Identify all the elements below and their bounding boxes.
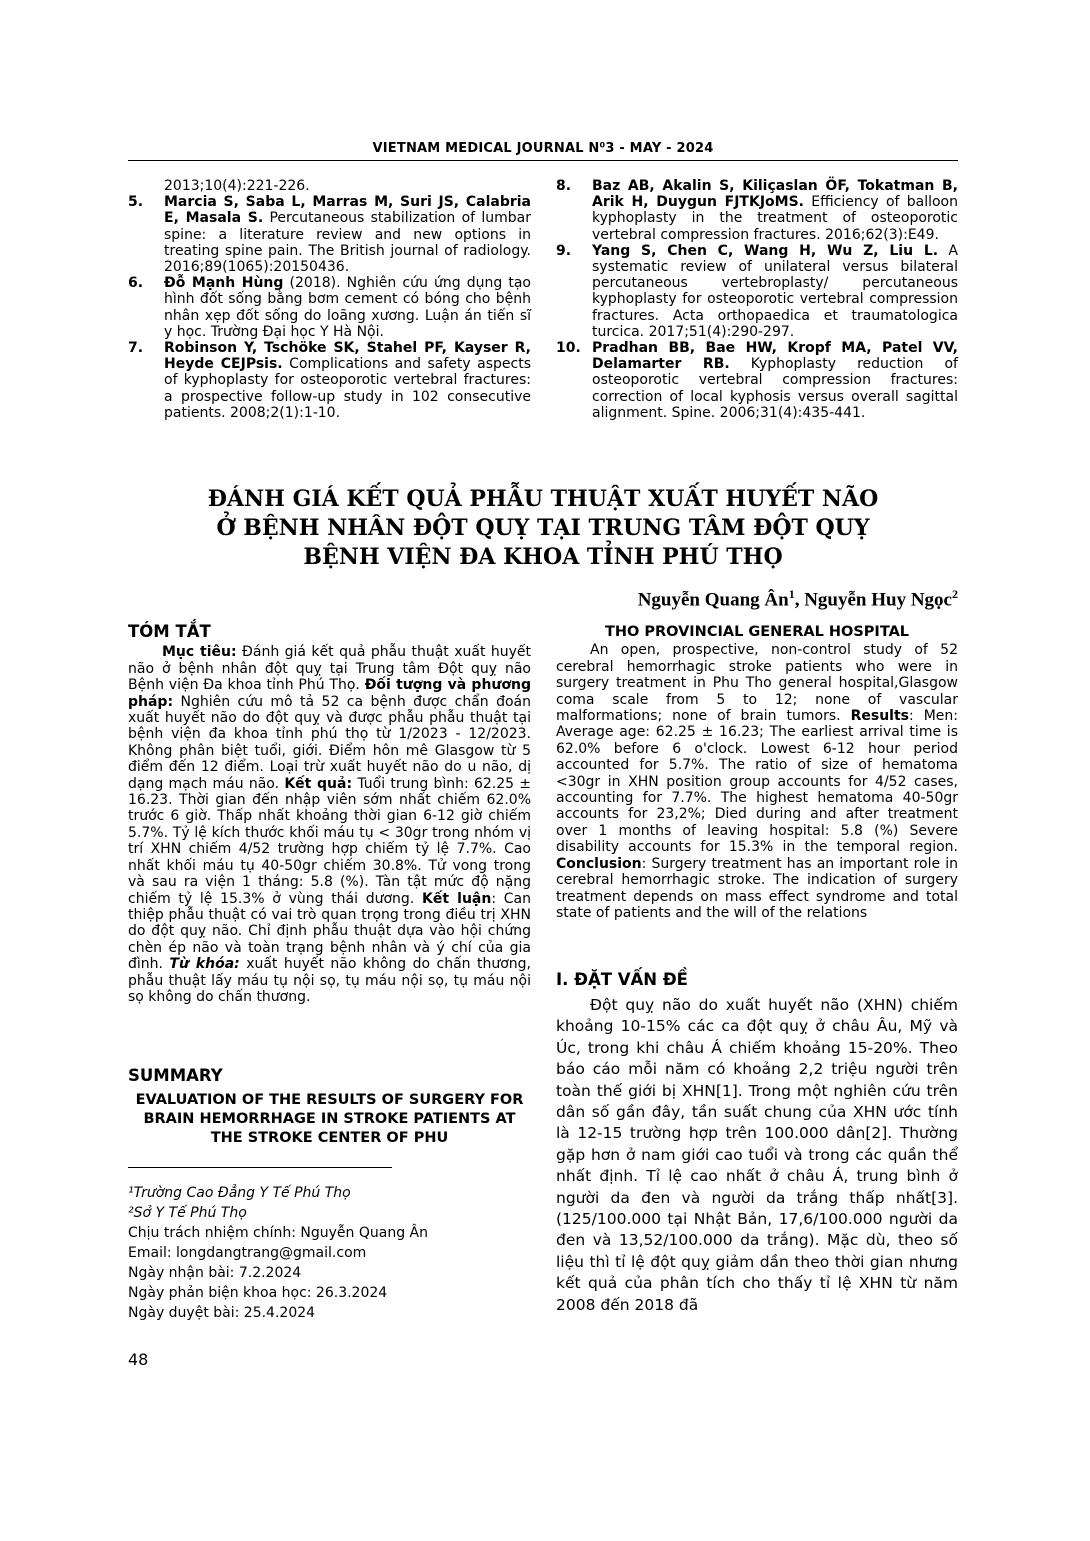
- footnote-rule: [128, 1167, 392, 1168]
- date-received: Ngày nhận bài: 7.2.2024: [128, 1265, 302, 1281]
- reference-number: 6.: [128, 275, 144, 292]
- title-line: ĐÁNH GIÁ KẾT QUẢ PHẪU THUẬT XUẤT HUYẾT NÃO: [207, 486, 879, 512]
- author-name: Nguyễn Quang Ân: [637, 589, 789, 611]
- references-left: [128, 178, 531, 421]
- author-affiliation-marker: 2: [952, 587, 958, 601]
- reference-number: 9.: [556, 242, 572, 259]
- author-separator: ,: [794, 589, 805, 611]
- summary-heading: SUMMARY: [128, 1066, 223, 1085]
- introduction-heading: I. ĐẶT VẤN ĐỀ: [556, 970, 688, 989]
- reference-number: 10.: [556, 340, 581, 357]
- reference-number: 7.: [128, 340, 144, 357]
- footnotes: [128, 1183, 531, 1323]
- reference-text: Đỗ Mạnh Hùng (2018). Nghiên cứu ứng dụng tạo hình đốt sống bằng bơm cement có bóng cho bệnh nhân xẹp đốt sống do loãng xương. Luận án tiến sĩ y học. Trường Đại học Y Hà Nội.: [164, 275, 531, 340]
- responsible-author: Chịu trách nhiệm chính: Nguyễn Quang Ân: [128, 1225, 429, 1241]
- article-title: [128, 485, 958, 572]
- reference-text: Marcia S, Saba L, Marras M, Suri JS, Calabria E, Masala S. Percutaneous stabilization of lumbar spine: a literature review and new options in treating spine pain. The British journal of radiology. 2016;89(1065):20150436.: [164, 194, 531, 276]
- authors: [638, 587, 958, 611]
- reference-text: Yang S, Chen C, Wang H, Wu Z, Liu L. A systematic review of unilateral versus bilateral percutaneous vertebroplasty/ percutaneous kyphoplasty for osteoporotic vertebral compression fractures. Acta orthopaedica et traumatologica turcica. 2017;51(4):290-297.: [592, 242, 958, 340]
- english-title-continued: THO PROVINCIAL GENERAL HOSPITAL: [604, 624, 910, 640]
- abstract-vietnamese: [128, 624, 531, 1005]
- introduction-text: [556, 995, 958, 1316]
- author-name: Nguyễn Huy Ngọc: [804, 589, 952, 611]
- reference-item: [128, 178, 531, 194]
- page-number: 48: [128, 1350, 149, 1369]
- header-rule: [128, 160, 958, 161]
- reference-item: [556, 178, 958, 243]
- abstract-text: Mục tiêu: Đánh giá kết quả phẫu thuật xuất huyết não ở bệnh nhân đột quỵ tại Trung tâm Đột quỵ não Bệnh viện Đa khoa tỉnh Phú Thọ. Đối tượng và phương pháp: Nghiên cứu mô tả 52 ca bệnh được chẩn đoán xuất huyết não do đột quỵ và được phẫu phẫu thuật tại bệnh viện đa khoa tỉnh phú thọ từ 1/2023 - 12/2023. Không phân biệt tuổi, giới. Điểm hôn mê Glasgow từ 5 điểm đến 12 điểm. Loại trừ xuất huyết não do u não, dị dạng mạch máu não. Kết quả: Tuổi trung bình: 62.25 ± 16.23. Thời gian đến nhập viên sớm nhất chiếm 62.0% trước 6 giờ. Thấp nhất khoảng thời gian 6-12 giờ chiếm 5.7%. Tỷ lệ kích thước khối máu tụ < 30gr trong nhóm vị trí XHN chiếm 4/52 trường hợp chiếm tỷ lệ 7.7%. Cao nhất khối máu tụ 40-50gr chiếm 30.8%. Tử vong trong và sau ra viện 1 tháng: 5.8 (%). Tàn tật mức độ nặng chiếm tỷ lệ 15.3% ở vùng thái dương. Kết luận: Can thiệp phẫu thuật có vai trò quan trọng trong điều trị XHN do đột quỵ não. Chỉ định phẫu thuật dựa vào hội chứng chèn ép não và toàn trạng bệnh nhân và ý chí của gia đình. Từ khóa: xuất huyết não không do chấn thương, phẫu thuật lấy máu tụ nội sọ, tụ máu nội sọ, tụ máu nội sọ không do chấn thương.: [128, 644, 532, 1005]
- reference-item: [128, 194, 531, 275]
- reference-number: 5.: [128, 194, 144, 211]
- affiliation: ²Sở Y Tế Phú Thọ: [128, 1205, 247, 1221]
- reference-text: 2013;10(4):221-226.: [164, 178, 310, 194]
- reference-item: [128, 340, 531, 421]
- reference-text: Pradhan BB, Bae HW, Kropf MA, Patel VV, Delamarter RB. Kyphoplasty reduction of osteoporotic vertebral compression fractures: correction of local kyphosis versus overall sagittal alignment. Spine. 2006;31(4):435-441.: [592, 340, 958, 421]
- journal-header: VIETNAM MEDICAL JOURNAL N⁰3 - MAY - 2024: [372, 141, 714, 156]
- affiliation: ¹Trường Cao Đẳng Y Tế Phú Thọ: [128, 1185, 351, 1201]
- reference-item: [556, 243, 958, 340]
- introduction-paragraph: Đột quỵ não do xuất huyết não (XHN) chiếm khoảng 10-15% các ca đột quỵ ở châu Âu, Mỹ và Úc, trong khi châu Á chiếm khoảng 15-20%. Theo báo cáo mỗi năm có khoảng 2,2 triệu người trên toàn thế giới bị XHN[1]. Trong một nghiên cứu trên dân số gần đây, tần suất chung của XHN ước tính là 12-15 trường hợp trên 100.000 dân[2]. Thường gặp hơn ở nam giới cao tuổi và trong các quần thể nhất định. Tỉ lệ cao nhất ở châu Á, trung bình ở người da đen và người da trắng thấp nhất[3]. (125/100.000 tại Nhật Bản, 17,6/100.000 người da đen và 13,52/100.000 da trắng). Mặc dù, theo số liệu thì tỉ lệ đột quỵ giảm dần theo thời gian nhưng kết quả của phân tích cho thấy tỉ lệ XHN từ năm 2008 đến 2018 đã: [556, 996, 958, 1314]
- references-right: [556, 178, 958, 421]
- author-affiliation-marker: 1: [788, 587, 795, 601]
- reference-item: [128, 275, 531, 340]
- summary-text: An open, prospective, non-control study of 52 cerebral hemorrhagic stroke patients who were in surgery treatment in Phu Tho general hospital,Glasgow coma scale from 5 to 12; none of vascular malformations; none of brain tumors. Results: Men: Average age: 62.25 ± 16.23; The earliest arrival time is 62.0% before 6 o'clock. Lowest 6-12 hour period accounted for 5.7%. The ratio of size of hematoma <30gr in XHN position group accounts for 4/52 cases, accounting for 7.7%. The highest hematoma 40-50gr accounts for 23,2%; Died during and after treatment over 1 months of leaving hospital: 5.8 (%) Severe disability accounts for 15.3% in the temporal region. Conclusion: Surgery treatment has an important role in cerebral hemorrhagic stroke. The indication of surgery treatment depends on mass effect syndrome and total state of patients and the will of the relations: [556, 642, 959, 921]
- title-line: Ở BỆNH NHÂN ĐỘT QUỴ TẠI TRUNG TÂM ĐỘT QUỴ: [216, 515, 870, 541]
- reference-item: [556, 340, 958, 421]
- date-reviewed: Ngày phản biện khoa học: 26.3.2024: [128, 1285, 388, 1301]
- email: Email: longdangtrang@gmail.com: [128, 1245, 367, 1261]
- abstract-heading: TÓM TẮT: [128, 622, 211, 641]
- title-line: BỆNH VIỆN ĐA KHOA TỈNH PHÚ THỌ: [303, 544, 783, 570]
- reference-number: 8.: [556, 178, 572, 194]
- abstract-english: [556, 624, 958, 921]
- date-accepted: Ngày duyệt bài: 25.4.2024: [128, 1305, 316, 1321]
- reference-text: Baz AB, Akalin S, Kiliçaslan ÖF, Tokatman B, Arik H, Duygun FJTKJoMS. Efficiency of balloon kyphoplasty in the treatment of osteoporotic vertebral compression fractures. 2016;62(3):E49.: [592, 178, 958, 243]
- reference-text: Robinson Y, Tschöke SK, Stahel PF, Kayser R, Heyde CEJPsis. Complications and safety aspects of kyphoplasty for osteoporotic vertebral fractures: a prospective follow-up study in 102 consecutive patients. 2008;2(1):1-10.: [164, 340, 532, 421]
- english-title: EVALUATION OF THE RESULTS OF SURGERY FOR BRAIN HEMORRHAGE IN STROKE PATIENTS AT THE STROKE CENTER OF PHU: [135, 1092, 524, 1146]
